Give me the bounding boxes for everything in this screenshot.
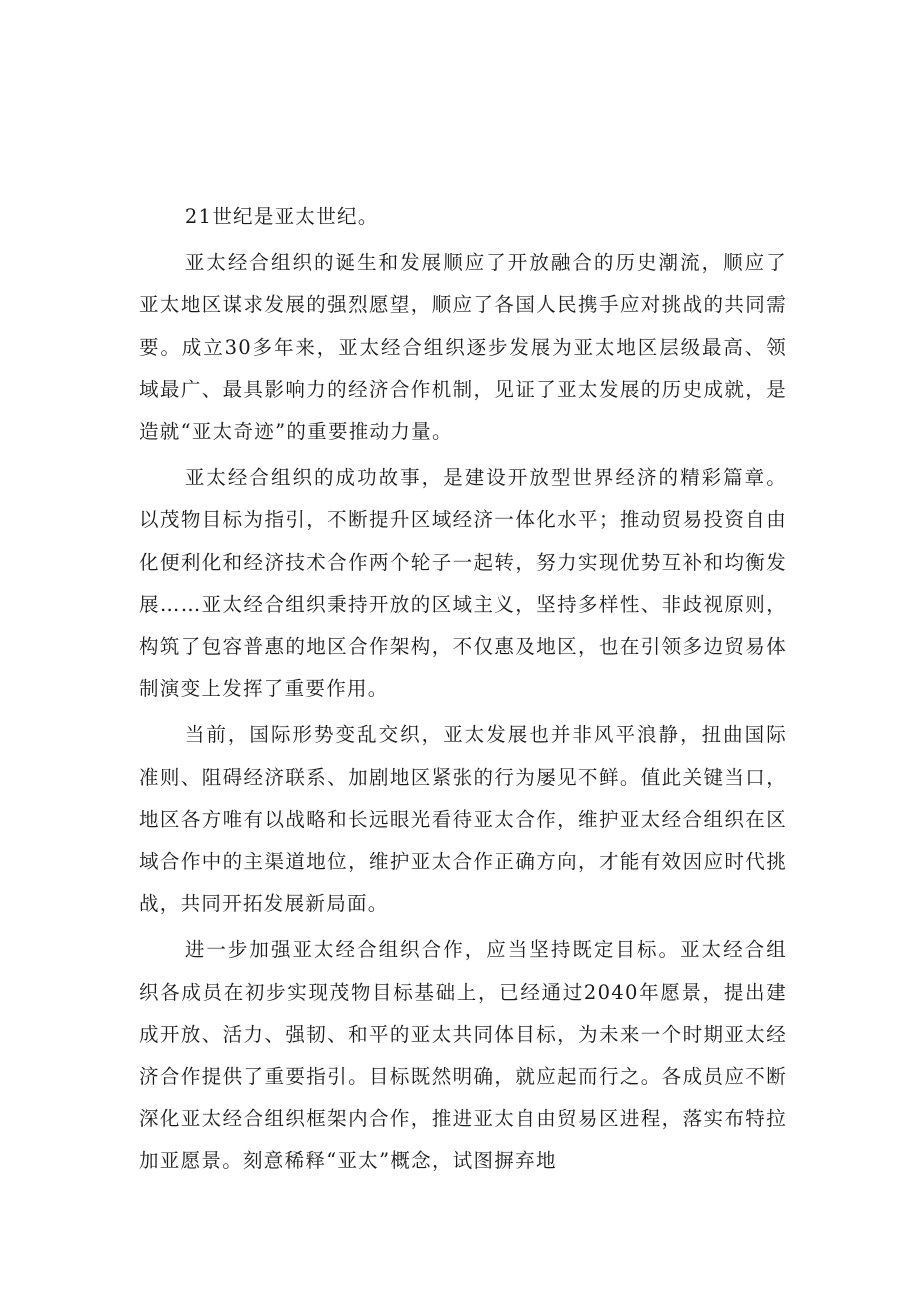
paragraph-4: 当前，国际形势变乱交织，亚太发展也并非风平浪静，扭曲国际准则、阻碍经济联系、加剧地区紧张的行为屡见不鲜。值此关键当口，地区各方唯有以战略和长远眼光看待亚太合作，维护亚太经合组织在区域合作中的主渠道地位，维护亚太合作正确方向，才能有效因应时代挑战，共同开拓发展新局面。 (139, 723, 787, 916)
paragraph-3: 亚太经合组织的成功故事，是建设开放型世界经济的精彩篇章。以茂物目标为指引，不断提升区域经济一体化水平；推动贸易投资自由化便利化和经济技术合作两个轮子一起转，努力实现优势互补和均衡发展……亚太经合组织秉持开放的区域主义，坚持多样性、非歧视原则，构筑了包容普惠的地区合作架构，不仅惠及地区，也在引领多边贸易体制演变上发挥了重要作用。 (139, 466, 787, 701)
paragraph-2: 亚太经合组织的诞生和发展顺应了开放融合的历史潮流，顺应了亚太地区谋求发展的强烈愿望，顺应了各国人民携手应对挑战的共同需要。成立30多年来，亚太经合组织逐步发展为亚太地区层级最高、领域最广、最具影响力的经济合作机制，见证了亚太发展的历史成就，是造就“亚太奇迹”的重要推动力量。 (139, 251, 787, 444)
paragraph-5: 进一步加强亚太经合组织合作，应当坚持既定目标。亚太经合组织各成员在初步实现茂物目标基础上，已经通过2040年愿景，提出建成开放、活力、强韧、和平的亚太共同体目标，为未来一个时期亚太经济合作提供了重要指引。目标既然明确，就应起而行之。各成员应不断深化亚太经合组织框架内合作，推进亚太自由贸易区进程，落实布特拉加亚愿景。刻意稀释“亚太”概念，试图摒弃地 (139, 938, 787, 1173)
article-body (139, 196, 787, 1187)
paragraph-1: 21世纪是亚太世纪。 (184, 205, 379, 228)
